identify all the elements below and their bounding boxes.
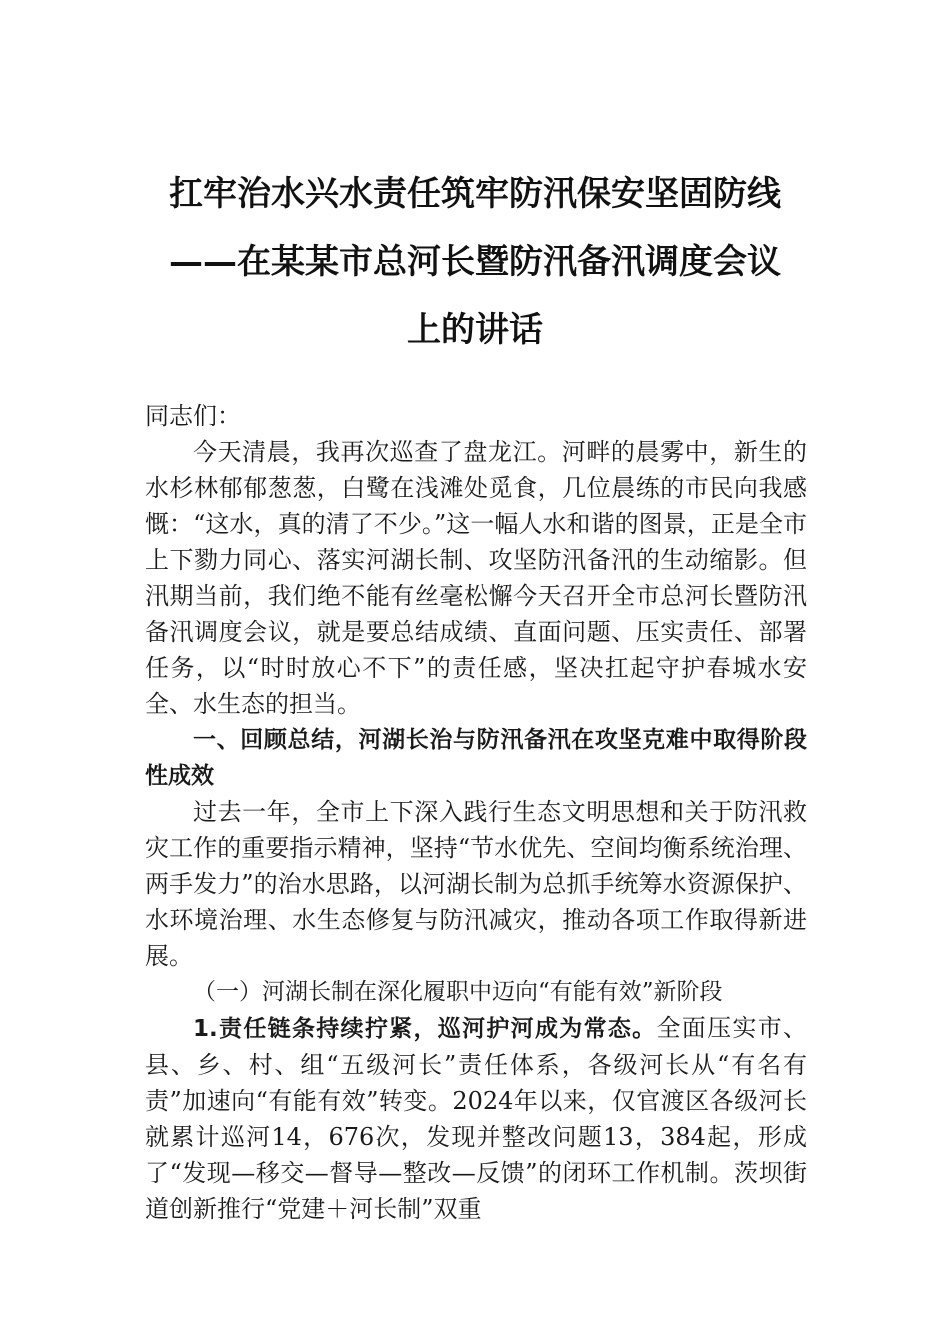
document-body	[145, 398, 807, 1227]
item-1-lead: 1.责任链条持续拧紧，巡河护河成为常态。	[193, 1016, 657, 1042]
title-line-1: 扛牢治水兴水责任筑牢防汛保安坚固防线	[169, 174, 781, 214]
salutation: 同志们：	[145, 402, 241, 430]
title-line-2: ——在某某市总河长暨防汛备汛调度会议	[169, 242, 781, 282]
subsection-1-heading: （一）河湖长制在深化履职中迈向“有能有效”新阶段	[193, 979, 723, 1005]
section-1-heading: 一、回顾总结，河湖长治与防汛备汛在攻坚克难中取得阶段性成效	[145, 727, 807, 789]
item-1-paragraph	[145, 1010, 807, 1227]
title-line-3: 上的讲话	[407, 310, 543, 350]
document-title	[120, 160, 830, 364]
item-1-text: 全面压实市、县、乡、村、组“五级河长”责任体系，各级河长从“有名有责”加速向“有能有效”转变。2024年以来，仅官渡区各级河长就累计巡河14，676次，发现并整改问题13，384起，形成了“发现—移交—督导—整改—反馈”的闭环工作机制。茨坝街道创新推行“党建＋河长制”双重	[145, 1014, 807, 1223]
intro-paragraph: 今天清晨，我再次巡查了盘龙江。河畔的晨雾中，新生的水杉林郁郁葱葱，白鹭在浅滩处觅食，几位晨练的市民向我感慨：“这水，真的清了不少。”这一幅人水和谐的图景，正是全市上下勠力同心、落实河湖长制、攻坚防汛备汛的生动缩影。但汛期当前，我们绝不能有丝毫松懈今天召开全市总河长暨防汛备汛调度会议，就是要总结成绩、直面问题、压实责任、部署任务，以“时时放心不下”的责任感，坚决扛起守护春城水安全、水生态的担当。	[145, 438, 807, 718]
section-1-paragraph: 过去一年，全市上下深入践行生态文明思想和关于防汛救灾工作的重要指示精神，坚持“节水优先、空间均衡系统治理、两手发力”的治水思路，以河湖长制为总抓手统筹水资源保护、水环境治理、水生态修复与防汛减灾，推动各项工作取得新进展。	[145, 798, 807, 970]
